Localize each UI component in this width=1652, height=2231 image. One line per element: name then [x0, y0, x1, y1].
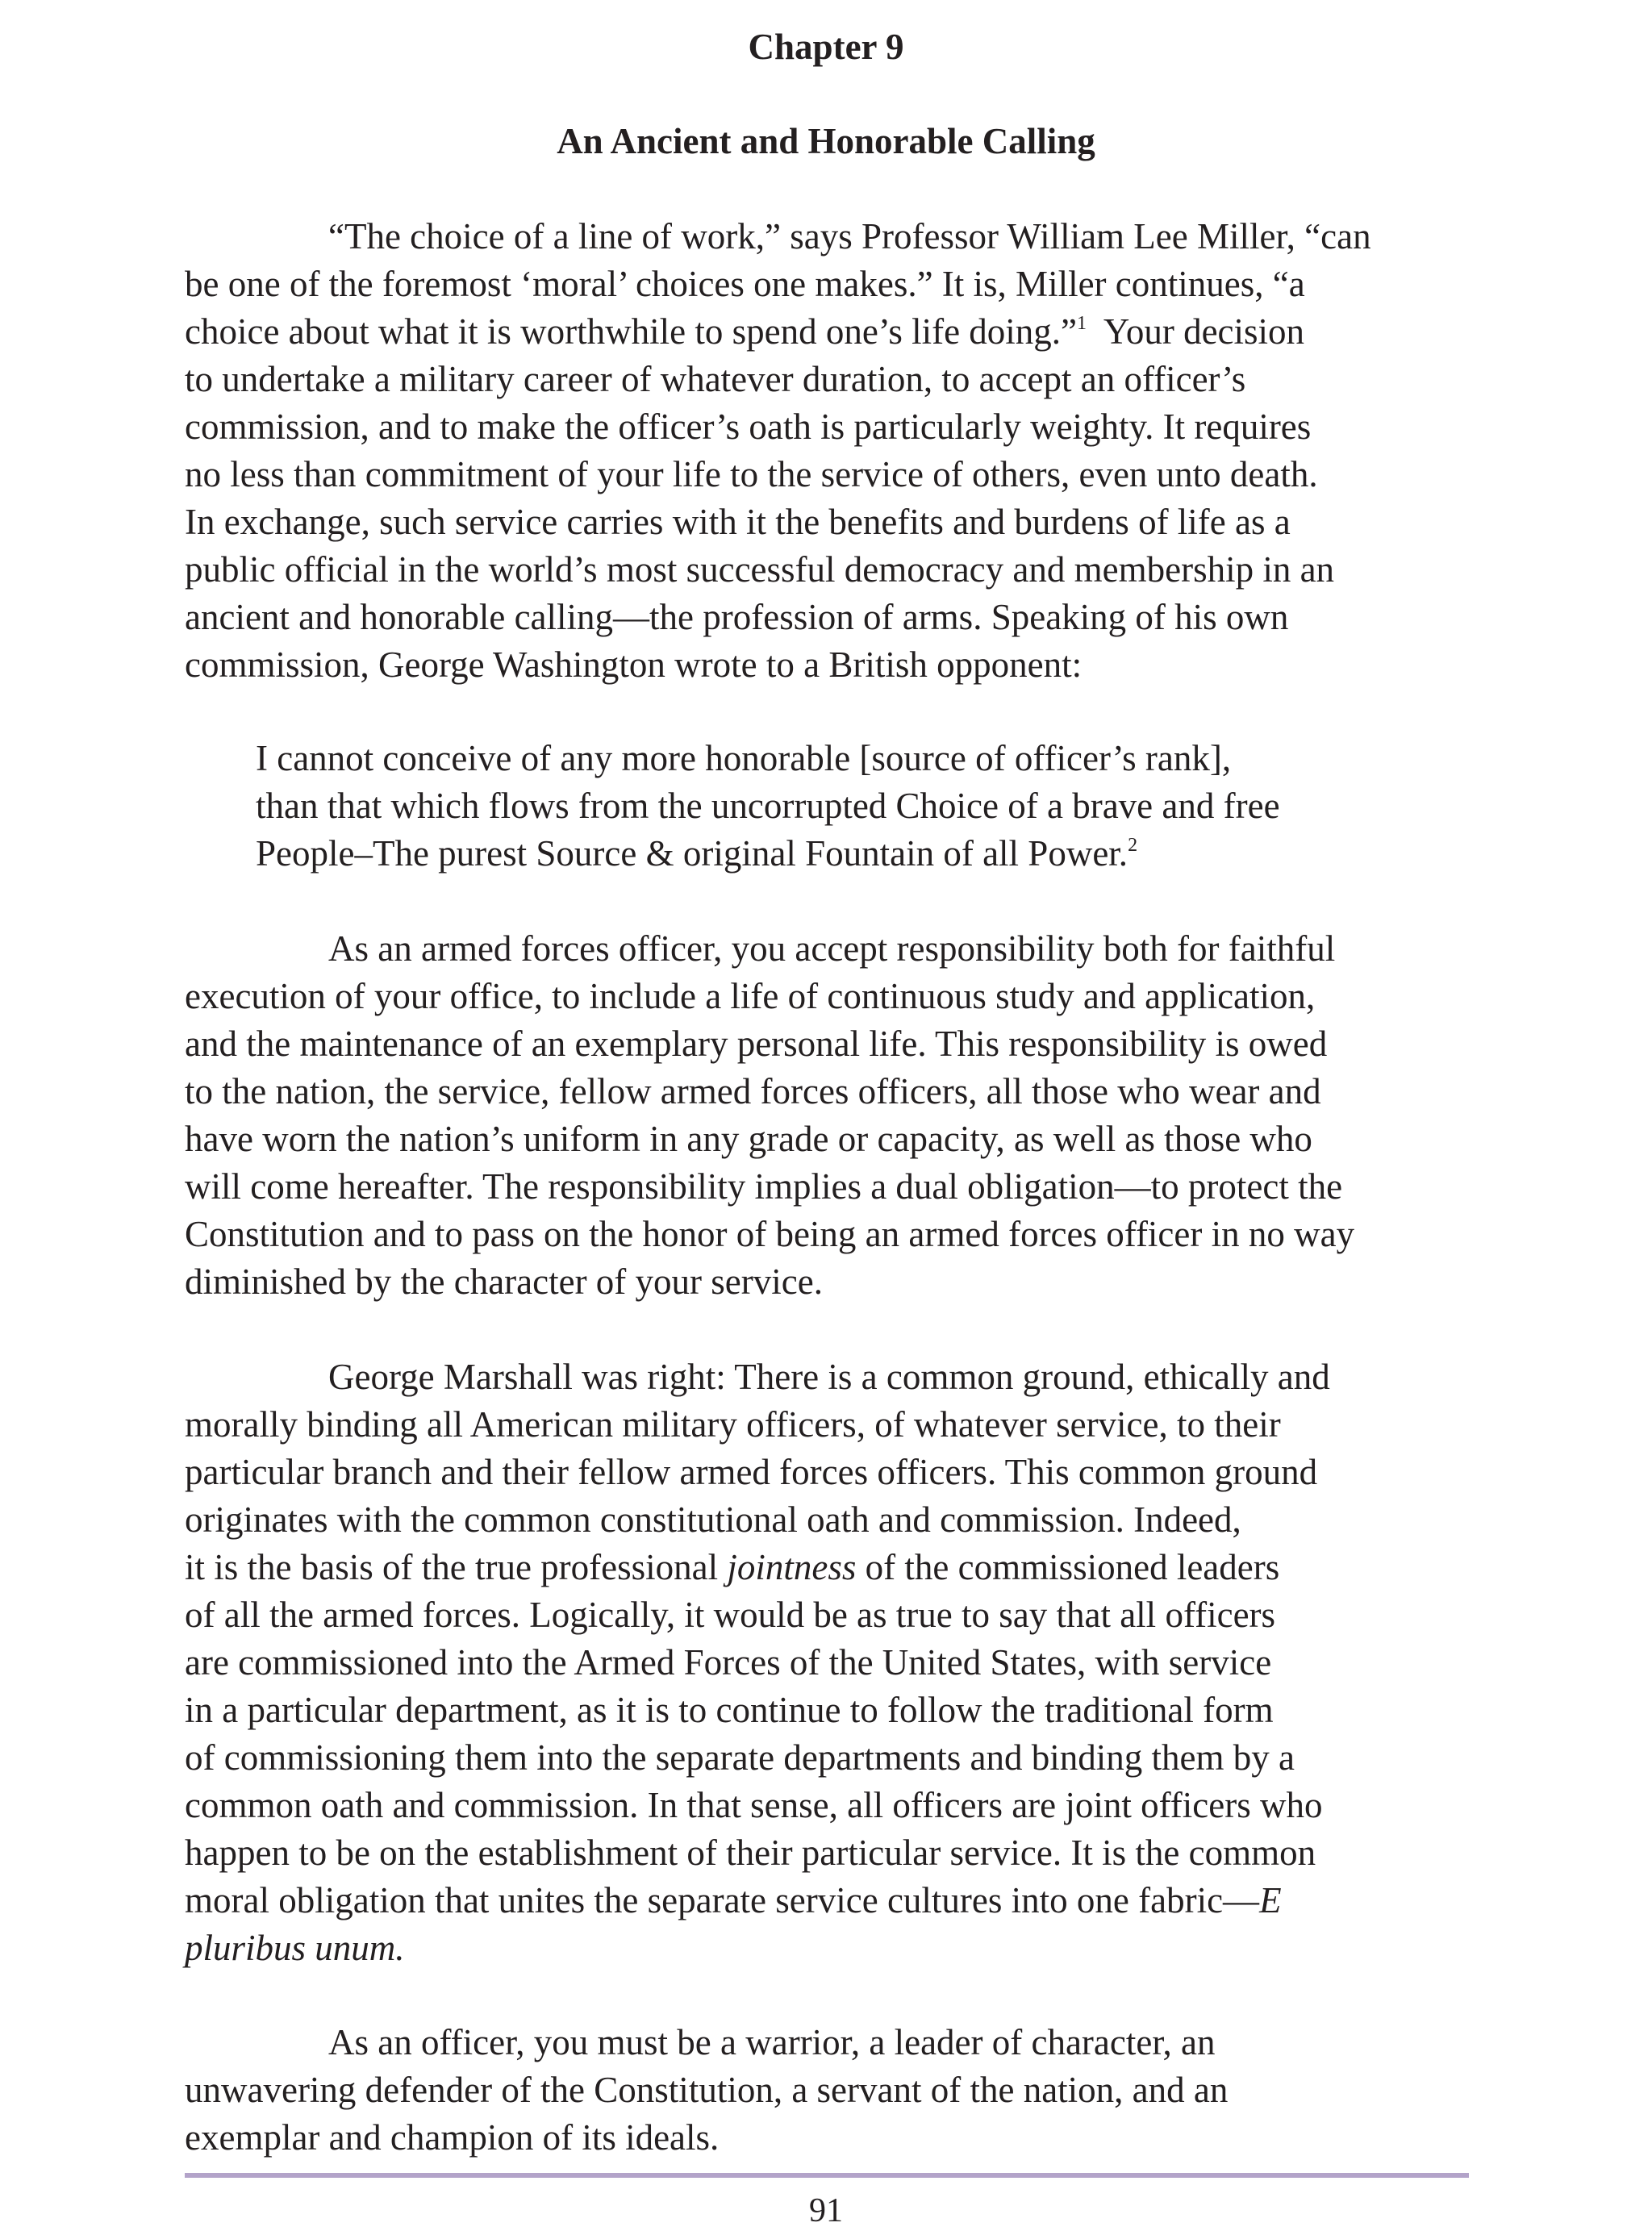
footnote-marker: 2	[1128, 835, 1138, 856]
quote-line: I cannot conceive of any more honorable [source of officer’s rank],	[256, 738, 1232, 778]
text-segment: Your decision	[1087, 311, 1305, 352]
text-line: public official in the world’s most successful democracy and membership in an	[185, 549, 1335, 590]
text-line: will come hereafter. The responsibility implies a dual obligation—to protect the	[185, 1166, 1343, 1207]
text-line: “The choice of a line of work,” says Professor William Lee Miller, “can	[328, 216, 1371, 256]
text-line: As an armed forces officer, you accept responsibility both for faithful	[328, 928, 1336, 969]
paragraph-3	[185, 1353, 1475, 1972]
text-line: in a particular department, as it is to continue to follow the traditional form	[185, 1690, 1274, 1730]
emphasis-text: E	[1259, 1880, 1282, 1920]
text-line: of all the armed forces. Logically, it would be as true to say that all officers	[185, 1595, 1276, 1635]
text-line: are commissioned into the Armed Forces of the United States, with service	[185, 1642, 1272, 1683]
text-line: originates with the common constitutional oath and commission. Indeed,	[185, 1499, 1241, 1540]
paragraph-1	[185, 213, 1475, 689]
quote-line: than that which flows from the uncorrupted Choice of a brave and free	[256, 786, 1280, 826]
footer-rule	[185, 2173, 1469, 2178]
text-line: have worn the nation’s uniform in any grade or capacity, as well as those who	[185, 1119, 1312, 1159]
text-line: particular branch and their fellow armed forces officers. This common ground	[185, 1452, 1318, 1492]
text-line	[185, 1877, 1475, 1924]
text-line: As an officer, you must be a warrior, a leader of character, an	[328, 2022, 1216, 2062]
quote-line	[256, 830, 1466, 878]
emphasis-text: jointness	[727, 1547, 857, 1587]
text-line: of commissioning them into the separate departments and binding them by a	[185, 1737, 1295, 1778]
page-number: 91	[809, 2192, 843, 2229]
text-line: execution of your office, to include a life of continuous study and application,	[185, 976, 1316, 1016]
text-line: In exchange, such service carries with it the benefits and burdens of life as a	[185, 502, 1291, 542]
paragraph-4	[185, 2019, 1475, 2162]
text-line: morally binding all American military officers, of whatever service, to their	[185, 1404, 1281, 1445]
chapter-label: Chapter 9	[748, 27, 904, 67]
text-line: Constitution and to pass on the honor of being an armed forces officer in no way	[185, 1214, 1355, 1254]
text-line: to the nation, the service, fellow armed forces officers, all those who wear and	[185, 1071, 1321, 1111]
text-segment: of the commissioned leaders	[856, 1547, 1280, 1587]
text-line: be one of the foremost ‘moral’ choices one makes.” It is, Miller continues, “a	[185, 264, 1305, 304]
paragraph-2	[185, 925, 1475, 1306]
text-segment: choice about what it is worthwhile to spend one’s life doing.”	[185, 311, 1078, 352]
text-line	[185, 1544, 1475, 1591]
text-line: to undertake a military career of whatever duration, to accept an officer’s	[185, 359, 1246, 399]
text-line: commission, and to make the officer’s oath is particularly weighty. It requires	[185, 407, 1312, 447]
emphasis-text: pluribus unum.	[185, 1928, 405, 1968]
text-line: George Marshall was right: There is a common ground, ethically and	[328, 1357, 1330, 1397]
text-segment: People–The purest Source & original Fountain of all Power.	[256, 833, 1128, 874]
text-line: diminished by the character of your service.	[185, 1261, 823, 1302]
text-line: common oath and commission. In that sense, all officers are joint officers who	[185, 1785, 1323, 1825]
text-line	[185, 1924, 1475, 1972]
text-line: unwavering defender of the Constitution, a servant of the nation, and an	[185, 2070, 1229, 2110]
text-line: no less than commitment of your life to the service of others, even unto death.	[185, 454, 1318, 494]
text-line: commission, George Washington wrote to a British opponent:	[185, 644, 1083, 685]
block-quote	[256, 735, 1466, 878]
text-segment: moral obligation that unites the separate service cultures into one fabric—	[185, 1880, 1260, 1920]
footnote-marker: 1	[1077, 313, 1087, 334]
chapter-title: An Ancient and Honorable Calling	[557, 121, 1095, 161]
text-line: happen to be on the establishment of their particular service. It is the common	[185, 1833, 1316, 1873]
text-segment: it is the basis of the true professional	[185, 1547, 728, 1587]
text-line: and the maintenance of an exemplary personal life. This responsibility is owed	[185, 1024, 1328, 1064]
text-line	[185, 308, 1475, 356]
text-line: exemplar and champion of its ideals.	[185, 2117, 720, 2158]
text-line: ancient and honorable calling—the profession of arms. Speaking of his own	[185, 597, 1289, 637]
